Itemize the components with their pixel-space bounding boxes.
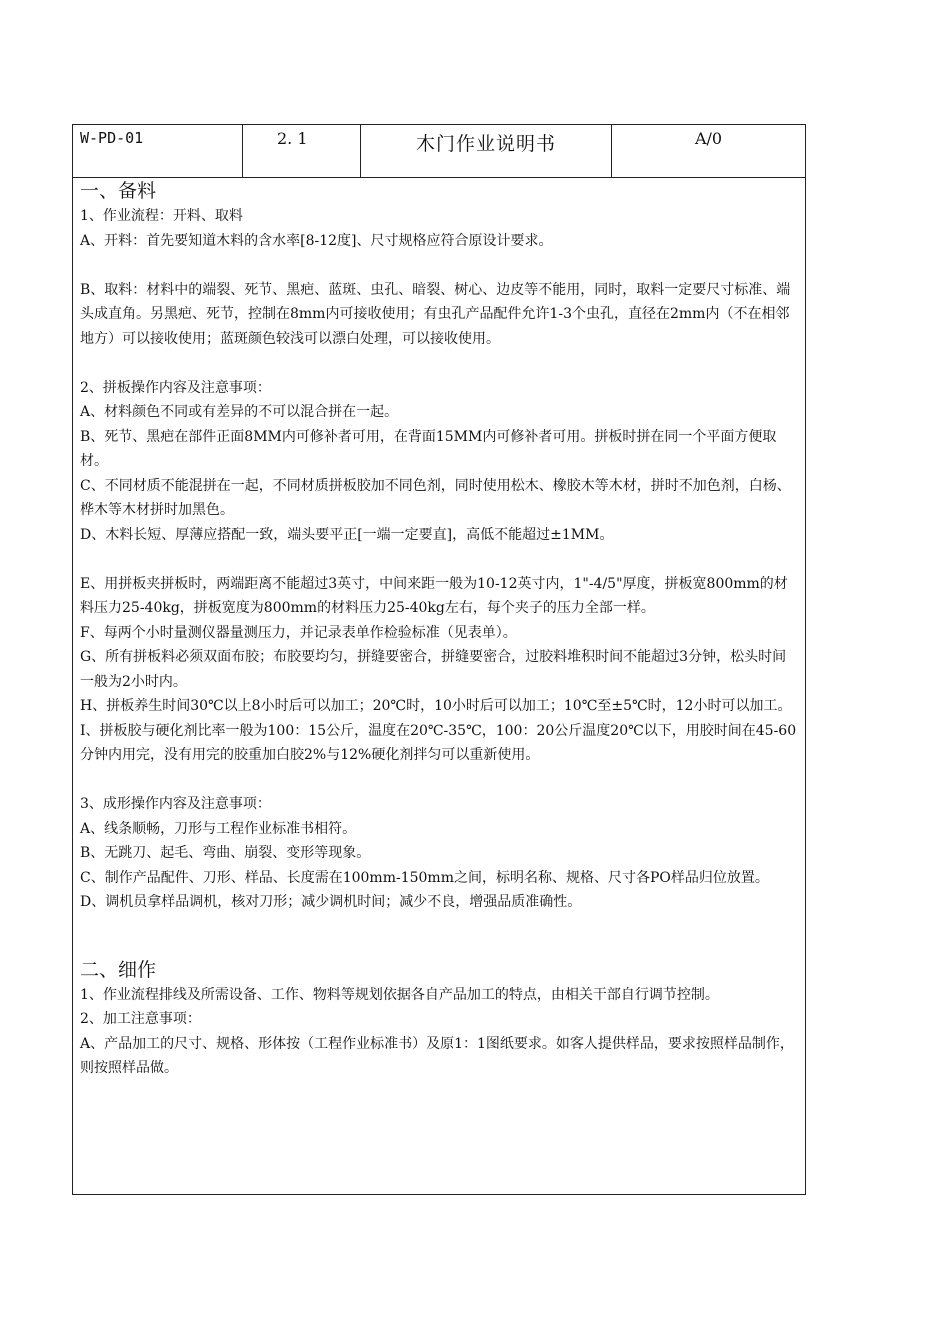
paragraph: D、调机员拿样品调机，核对刀形；减少调机时间；减少不良，增强品质准确性。 — [80, 894, 582, 910]
paragraph: B、无跳刀、起毛、弯曲、崩裂、变形等现象。 — [80, 845, 371, 861]
paragraph: C、制作产品配件、刀形、样品、长度需在100mm-150mm之间，标明名称、规格、尺寸各PO样品归位放置。 — [80, 869, 769, 886]
paragraph: A、开料：首先要知道木料的含水率[8-12度]、尺寸规格应符合原设计要求。 — [80, 232, 553, 249]
paragraph: B、取料：材料中的端裂、死节、黑疤、蓝斑、虫孔、暗裂、树心、边皮等不能用，同时，取料一定要尺寸标准、端头成直角。另黑疤、死节，控制在8mm内可接收使用；有虫孔产品配件允许1-3个虫孔，直径在2mm内（不在相邻地方）可以接收使用；蓝斑颜色较浅可以漂白处理，可以接收使用。 — [80, 281, 791, 347]
paragraph: H、拼板养生时间30℃以上8小时后可以加工；20℃时，10小时后可以加工；10℃至±5℃时，12小时可以加工。 — [80, 698, 792, 714]
paragraph: 1、作业流程排线及所需设备、工作、物料等规划依据各自产品加工的特点，由相关干部自行调节控制。 — [80, 986, 719, 1003]
section-heading-prep: 一、备料 — [80, 180, 157, 202]
header-row — [73, 125, 805, 178]
paragraph: A、线条顺畅，刀形与工程作业标准书相符。 — [80, 820, 357, 837]
paragraph: B、死节、黑疤在部件正面8MM内可修补者可用，在背面15MM内可修补者可用。拼板时拼在同一个平面方便取材。 — [80, 428, 777, 469]
doc-code: W-PD-01 — [73, 125, 243, 177]
doc-version: A/0 — [694, 129, 723, 148]
paragraph: C、不同材质不能混拼在一起，不同材质拼板胶加不同色剂，同时使用松木、橡胶木等木材，拼时不加色剂，白杨、桦木等木材拼时加黑色。 — [80, 477, 791, 518]
subheading: 2、加工注意事项： — [80, 1011, 201, 1027]
paragraph: E、用拼板夹拼板时，两端距离不能超过3英寸，中间来距一般为10-12英寸内，1"-4/5"厚度，拼板宽800mm的材料压力25-40kg，拼板宽度为800mm的材料压力25-40kg左右，每个夹子的压力全部一样。 — [80, 575, 788, 616]
document-body — [73, 178, 805, 1081]
doc-title: 木门作业说明书 — [361, 125, 612, 177]
paragraph: A、材料颜色不同或有差异的不可以混合拼在一起。 — [80, 404, 399, 420]
paragraph: D、木料长短、厚薄应搭配一致，端头要平正[一端一定要直]，高低不能超过±1MM。 — [80, 526, 614, 543]
paragraph: F、每两个小时量测仪器量测压力，并记录表单作检验标准（见表单）。 — [80, 624, 517, 641]
subheading: 3、成形操作内容及注意事项： — [80, 796, 271, 812]
document-frame — [72, 124, 806, 1195]
paragraph: A、产品加工的尺寸、规格、形体按（工程作业标准书）及原1：1图纸要求。如客人提供样品，要求按照样品制作，则按照样品做。 — [80, 1035, 794, 1076]
section-number: 2. 1 — [243, 125, 361, 177]
paragraph: 1、作业流程：开料、取料 — [80, 208, 243, 224]
paragraph: G、所有拼板料必须双面布胶；布胶要均匀，拼缝要密合，拼缝要密合，过胶料堆积时间不能超过3分钟，松头时间一般为2小时内。 — [80, 649, 787, 690]
paragraph: I、拼板胶与硬化剂比率一般为100：15公斤，温度在20℃-35℃，100：20公斤温度20℃以下，用胶时间在45-60分钟内用完，没有用完的胶重加白胶2%与12%硬化剂拌匀可以重新使用。 — [80, 722, 797, 763]
section-heading-finish: 二、细作 — [80, 958, 157, 981]
subheading: 2、拼板操作内容及注意事项： — [80, 379, 271, 396]
